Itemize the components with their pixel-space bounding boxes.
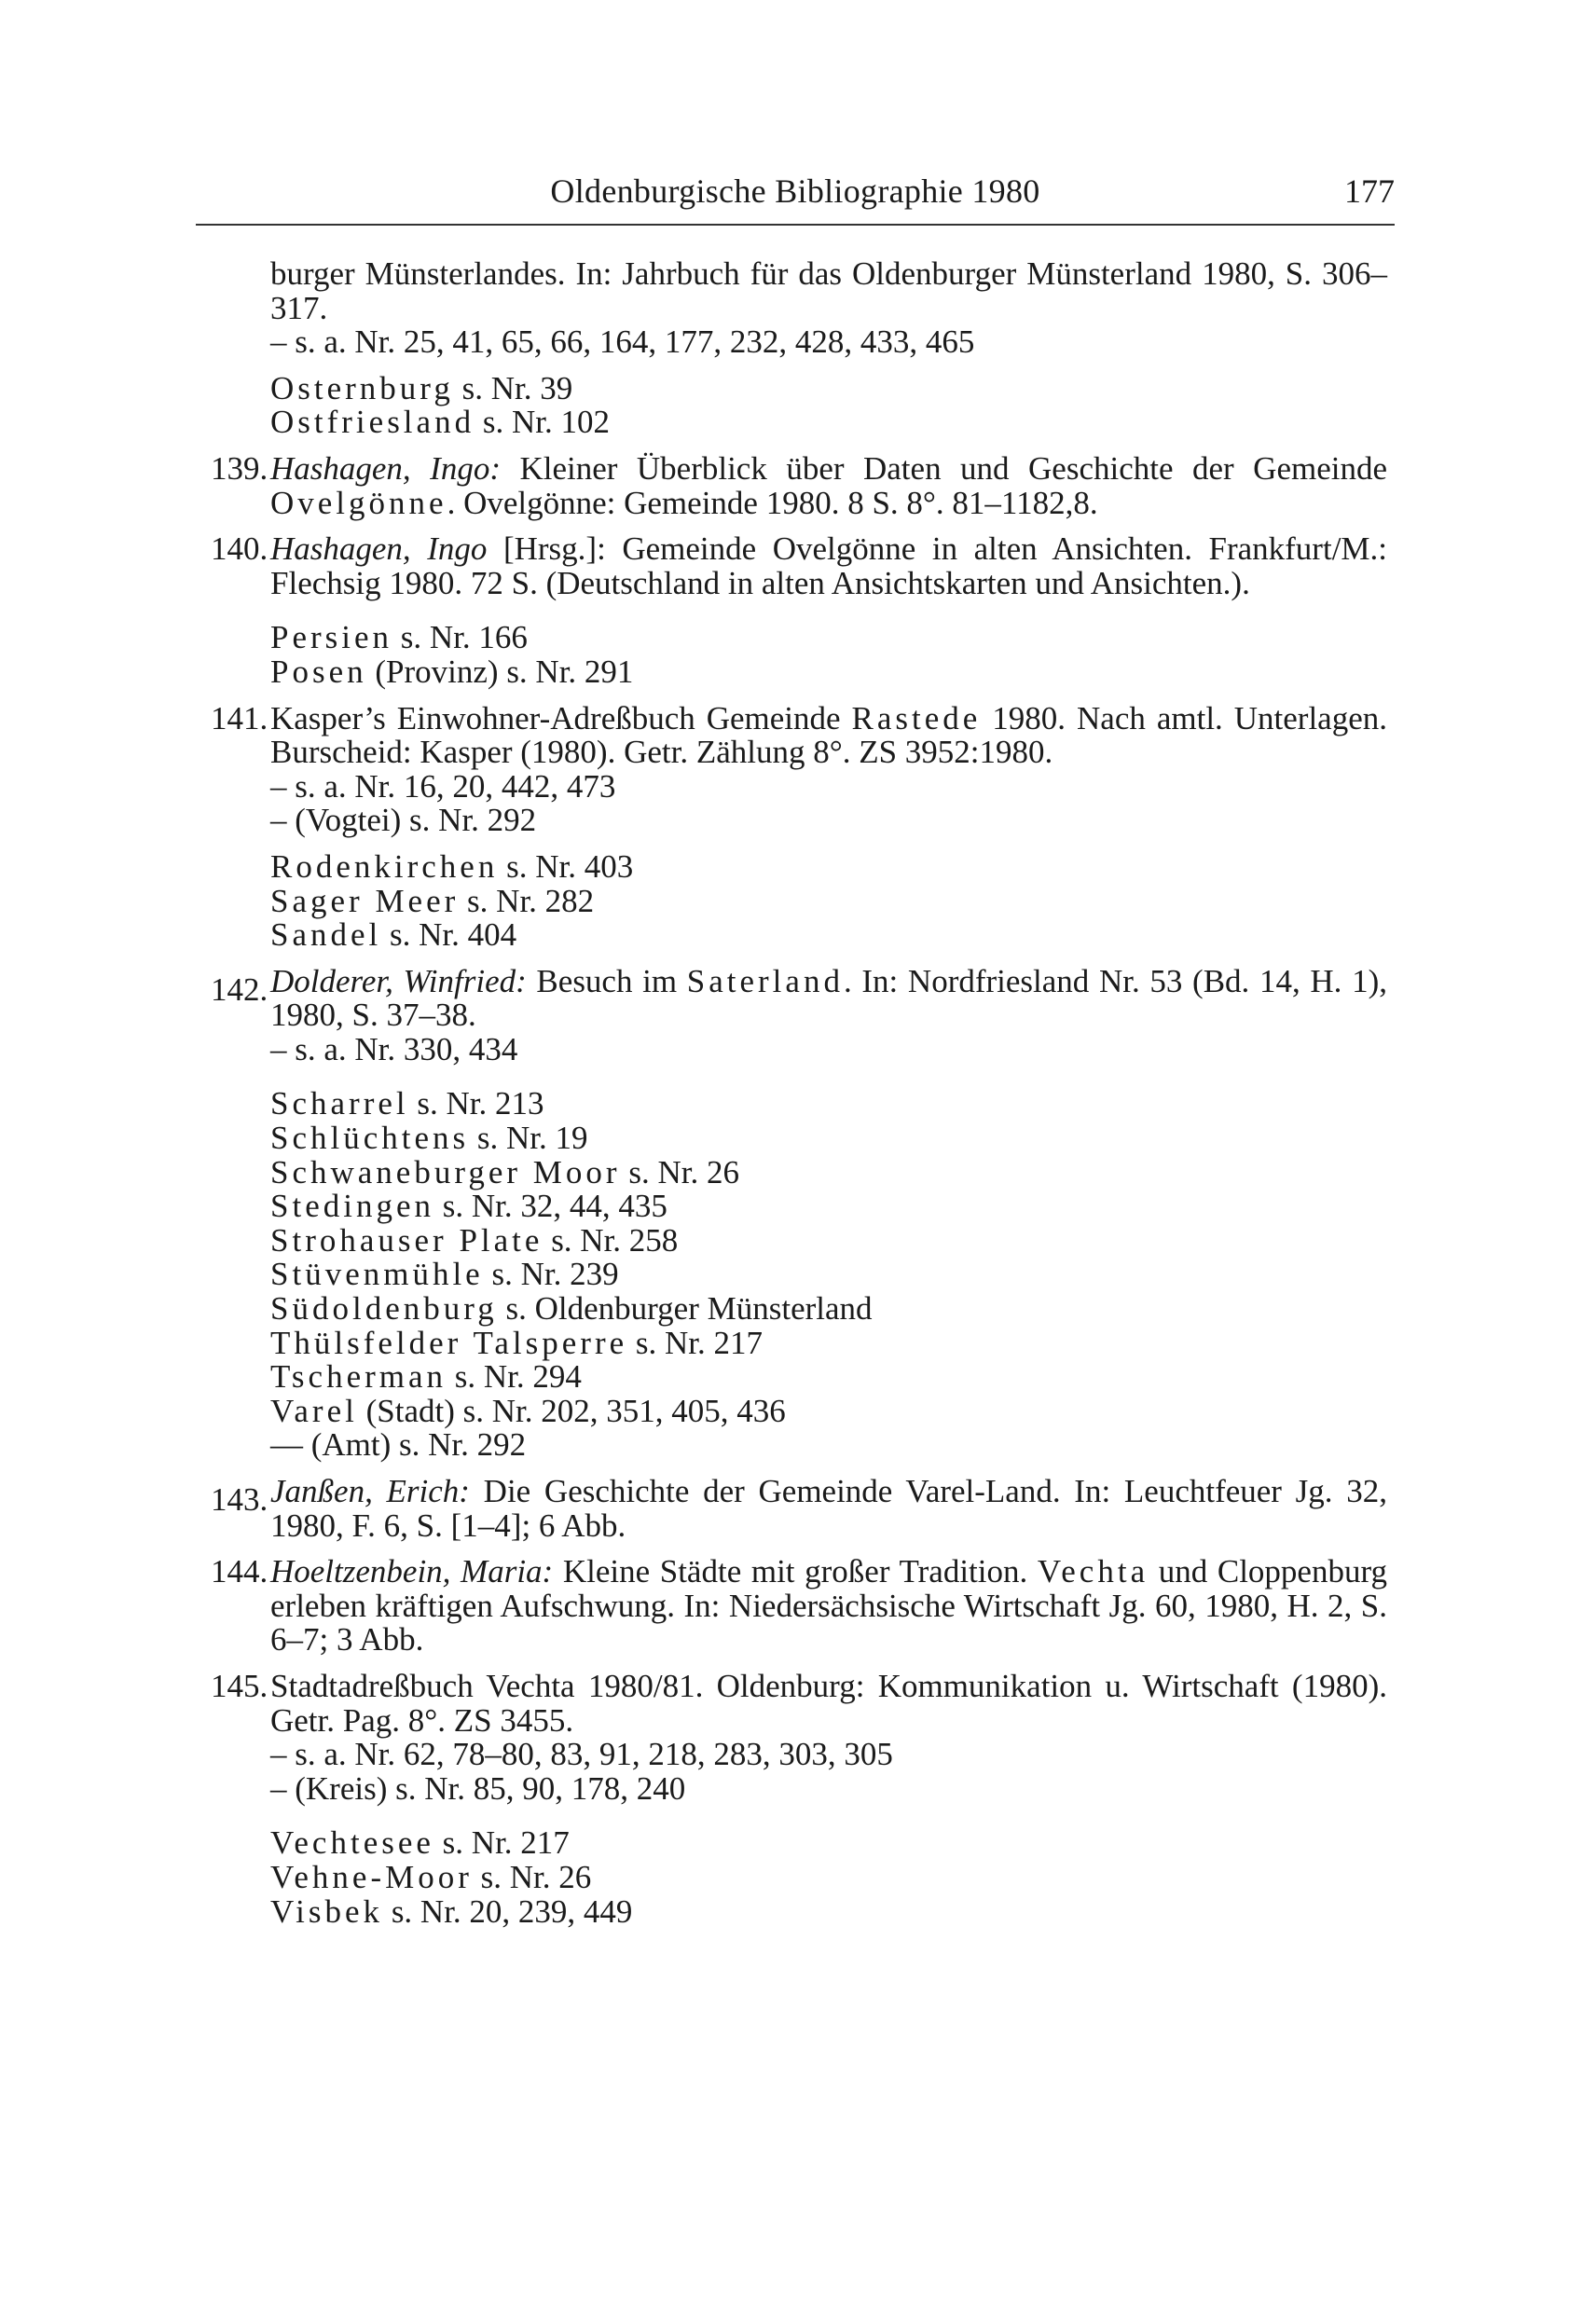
entry-title: Kasper’s Einwohner-Adreßbuch Gemeinde	[270, 699, 852, 736]
place-name: Rodenkirchen	[270, 847, 499, 885]
reference: s. Nr. 102	[475, 404, 610, 441]
bibliography-entry-141	[211, 699, 1387, 839]
bibliography-entry-142	[211, 962, 1387, 1067]
entry-details: . In: Nordfriesland Nr. 53 (Bd. 14, H. 1), 1980, S. 37–38.	[270, 962, 1387, 1034]
reference: s. Nr. 258	[543, 1221, 679, 1259]
bibliography-entry-144	[211, 1555, 1387, 1658]
entry-details: und Cloppenburg erleben kräftigen Aufschwung. In: Niedersächsische Wirtschaft Jg. 60, 1980, H. 2, S. 6–7; 3 Abb.	[270, 1553, 1387, 1658]
place-reference	[270, 1087, 1387, 1122]
place-name: Vehne-Moor	[270, 1858, 473, 1895]
place-name: Vechtesee	[270, 1824, 434, 1862]
entry-details: . Ovelgönne: Gemeinde 1980. 8 S. 8°. 81–1182,8.	[447, 484, 1098, 521]
entry-number: 141.	[211, 699, 268, 736]
place-name: Sandel	[270, 916, 382, 954]
continued-entry	[211, 257, 1387, 360]
reference: s. Nr. 166	[392, 619, 528, 656]
place-name: Persien	[270, 619, 393, 656]
place-reference	[270, 1258, 1387, 1292]
place-reference-group	[211, 621, 1387, 689]
place-reference	[270, 1122, 1387, 1156]
place-reference	[270, 1392, 1387, 1429]
author: Dolderer, Winfried:	[270, 962, 527, 999]
place-name: Sager Meer	[270, 882, 460, 919]
entry-number: 142.	[211, 970, 268, 1008]
see-also: – s. a. Nr. 62, 78–80, 83, 91, 218, 283, 303, 305	[270, 1736, 893, 1773]
place-reference-group	[211, 847, 1387, 954]
place-reference	[270, 406, 1387, 440]
entry-text	[270, 532, 1387, 600]
entry-text: Stadtadreßbuch Vechta 1980/81. Oldenburg: Kommunikation u. Wirtschaft (1980). Getr. Pag. 8°. ZS 3455.	[270, 1667, 1387, 1739]
entry-text	[270, 449, 1387, 521]
place-name: Stüvenmühle	[270, 1256, 484, 1293]
see-also: – s. a. Nr. 25, 41, 65, 66, 164, 177, 232, 428, 433, 465	[270, 323, 975, 361]
bibliography-entry-145	[211, 1667, 1387, 1807]
place-reference-group	[211, 1826, 1387, 1929]
running-title: Oldenburgische Bibliographie 1980	[550, 172, 1040, 210]
place-reference	[270, 1153, 1387, 1190]
entry-title: Besuch im	[526, 962, 687, 999]
entry-number: 140.	[211, 530, 268, 568]
bibliography-entry-140	[211, 532, 1387, 600]
reference: s. Nr. 26	[620, 1153, 739, 1190]
reference: s. Nr. 39	[453, 369, 573, 406]
reference: s. Nr. 19	[469, 1120, 588, 1157]
place-reference	[270, 621, 1387, 655]
place-name: Schwaneburger Moor	[270, 1153, 621, 1190]
entry-details: [Hrsg.]: Gemeinde Ovelgönne in alten Ansichten. Frankfurt/M.: Flechsig 1980. 72 S. (Deutschland in alten Ansichtskarten und Ansichten.).	[270, 530, 1388, 601]
entry-details: Die Geschichte der Gemeinde Varel-Land. In: Leuchtfeuer Jg. 32, 1980, F. 6, S. [1–4]; 6 Abb.	[270, 1473, 1388, 1544]
reference: s. Nr. 404	[381, 916, 517, 954]
place-reference	[270, 1858, 1387, 1895]
see-also: – s. a. Nr. 330, 434	[270, 1030, 518, 1067]
reference: s. Nr. 282	[459, 882, 595, 919]
place-name: Posen	[270, 653, 367, 690]
entry-text	[270, 1555, 1387, 1658]
place-name: Rastede	[851, 699, 982, 736]
reference: s. Nr. 26	[472, 1858, 592, 1895]
place-name: Saterland	[686, 962, 844, 999]
place-name: Tscherman	[270, 1358, 447, 1396]
place-reference-group	[211, 369, 1387, 441]
entry-number: 145.	[211, 1667, 268, 1704]
reference: s. Nr. 403	[498, 847, 634, 885]
place-reference	[270, 1324, 1387, 1361]
reference: s. Nr. 20, 239, 449	[383, 1892, 633, 1930]
place-reference	[270, 1826, 1387, 1861]
place-name: Strohauser Plate	[270, 1221, 543, 1259]
place-reference	[270, 882, 1387, 919]
author: Hoeltzenbein, Maria:	[270, 1553, 554, 1590]
place-name: Südoldenburg	[270, 1290, 498, 1328]
place-reference-group	[211, 1087, 1387, 1463]
place-reference	[270, 847, 1387, 885]
author: Janßen, Erich:	[270, 1473, 470, 1509]
place-name: Scharrel	[270, 1085, 409, 1122]
reference: s. Nr. 239	[483, 1256, 619, 1293]
reference: s. Nr. 213	[408, 1085, 544, 1122]
reference: s. Nr. 217	[627, 1324, 764, 1361]
reference: s. Nr. 32, 44, 435	[433, 1188, 667, 1225]
reference: (Stadt) s. Nr. 202, 351, 405, 436	[357, 1392, 786, 1429]
place-name: Schlüchtens	[270, 1120, 470, 1157]
entry-title: Kleine Städte mit großer Tradition.	[553, 1553, 1038, 1590]
place-reference	[270, 1360, 1387, 1395]
place-name: Stedingen	[270, 1188, 434, 1225]
entry-text	[270, 699, 1387, 771]
place-reference	[270, 1292, 1387, 1327]
entry-details: 1980. Nach amtl. Unterlagen. Burscheid: Kasper (1980). Getr. Zählung 8°. ZS 3952:1980.	[270, 699, 1387, 771]
entry-number: 139.	[211, 449, 268, 487]
bibliography-entry-143	[211, 1475, 1387, 1543]
bibliography-body	[211, 257, 1387, 1941]
see-also: – (Kreis) s. Nr. 85, 90, 178, 240	[270, 1769, 686, 1807]
author: Hashagen, Ingo	[270, 530, 488, 568]
see-also: – s. a. Nr. 16, 20, 442, 473	[270, 767, 616, 805]
place-name: Vechta	[1037, 1553, 1149, 1590]
page-header	[196, 164, 1395, 226]
entry-text	[270, 1475, 1387, 1543]
reference: (Provinz) s. Nr. 291	[366, 653, 634, 690]
page-number: 177	[1344, 172, 1395, 210]
place-reference	[270, 1221, 1387, 1259]
continued-entry-text: burger Münsterlandes. In: Jahrbuch für das Oldenburger Münsterland 1980, S. 306–317.	[270, 255, 1387, 326]
place-name: Ovelgönne	[270, 484, 447, 521]
see-also: – (Vogtei) s. Nr. 292	[270, 802, 537, 839]
place-reference	[270, 1892, 1387, 1930]
place-reference	[270, 369, 1387, 406]
place-name: Osternburg	[270, 369, 454, 406]
author: Hashagen, Ingo:	[270, 449, 501, 487]
place-name: Thülsfelder Talsperre	[270, 1324, 628, 1361]
place-name: Varel	[270, 1392, 358, 1429]
reference: s. Nr. 217	[433, 1824, 570, 1862]
entry-text	[270, 962, 1387, 1034]
bibliography-entry-139	[211, 449, 1387, 521]
place-reference	[270, 918, 1387, 953]
place-reference	[270, 655, 1387, 690]
reference: — (Amt) s. Nr. 292	[270, 1426, 527, 1464]
entry-number: 143.	[211, 1481, 268, 1518]
reference: s. Nr. 294	[447, 1358, 582, 1396]
reference: s. Oldenburger Münsterland	[497, 1290, 873, 1328]
place-reference	[270, 1428, 1387, 1463]
entry-title: Kleiner Überblick über Daten und Geschichte der Gemeinde	[500, 449, 1387, 487]
entry-number: 144.	[211, 1553, 268, 1590]
place-name: Visbek	[270, 1892, 384, 1930]
place-name: Ostfriesland	[270, 404, 475, 441]
place-reference	[270, 1190, 1387, 1224]
